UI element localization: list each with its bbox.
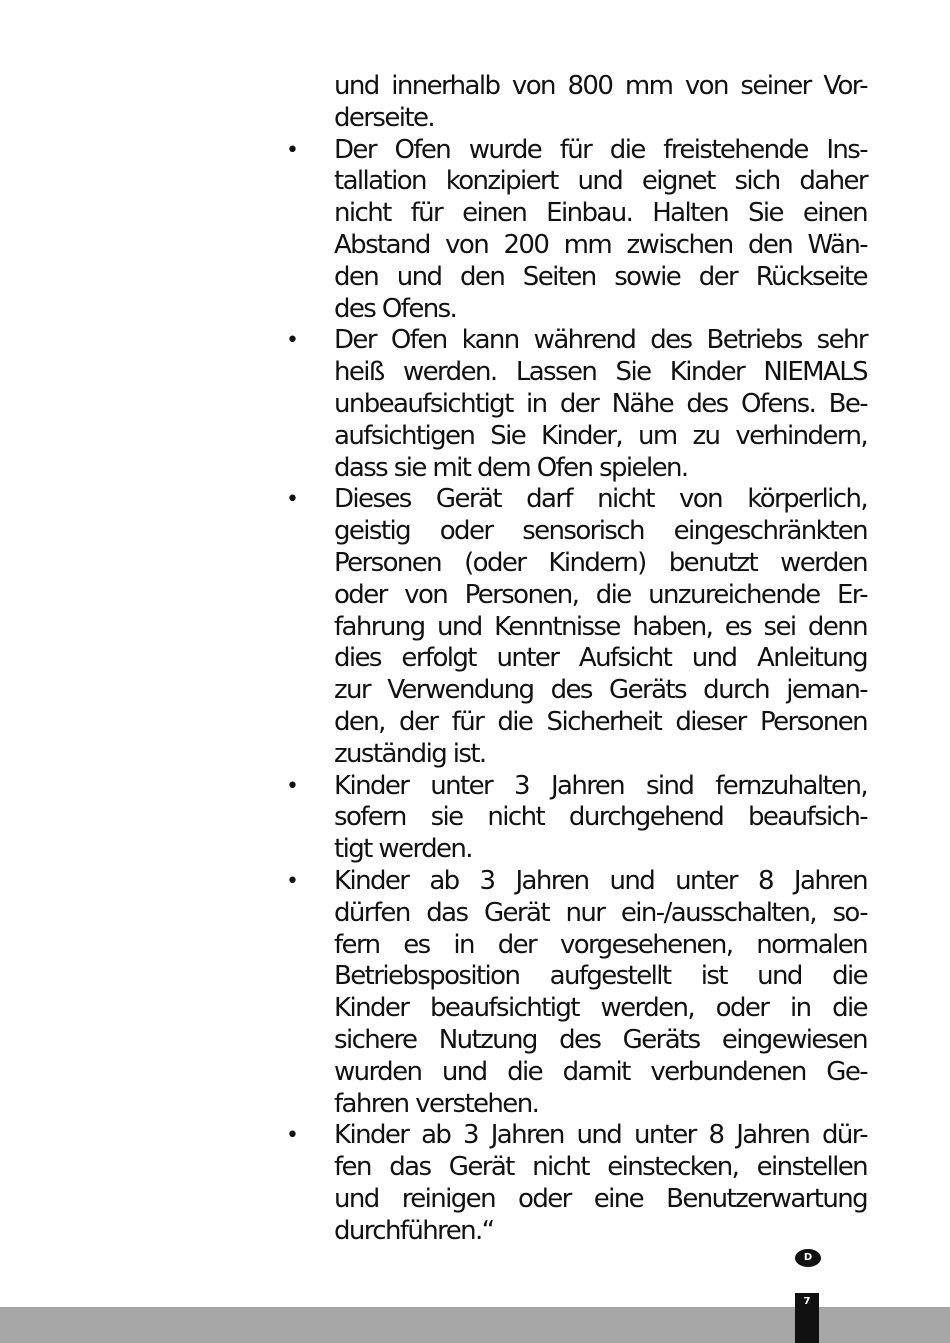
text-line xyxy=(282,675,867,707)
line-text: und innerhalb von 800 mm von seiner Vor- xyxy=(334,71,867,101)
line-text: Der Ofen kann während des Betriebs sehr xyxy=(334,325,867,356)
line-text: wurden und die damit verbundenen Ge- xyxy=(334,1056,867,1087)
text-line xyxy=(282,1025,867,1057)
text-line xyxy=(282,930,867,962)
text-line xyxy=(282,1120,867,1152)
text-line xyxy=(282,707,867,739)
line-text: zur Verwendung des Geräts durch jeman- xyxy=(334,675,867,706)
indent-spacer xyxy=(282,612,334,644)
line-text: Kinder ab 3 Jahren und unter 8 Jahren xyxy=(334,865,867,896)
bullet-point-icon: • xyxy=(286,137,299,163)
text-line xyxy=(282,1216,867,1248)
indent-spacer xyxy=(282,453,334,485)
line-text: des Ofens. xyxy=(334,293,457,324)
line-text: tallation konzipiert und eignet sich daher xyxy=(334,166,867,197)
line-text: Abstand von 200 mm zwischen den Wän- xyxy=(334,229,867,260)
bullet-point-icon: • xyxy=(286,328,299,354)
text-line xyxy=(282,484,867,516)
text-line xyxy=(282,198,867,230)
line-text: oder von Personen, die unzureichende Er- xyxy=(334,579,867,610)
line-text: Dieses Gerät darf nicht von körperlich, xyxy=(334,484,867,515)
line-text: Betriebsposition aufgestellt ist und die xyxy=(334,961,867,992)
indent-spacer xyxy=(282,961,334,993)
bullet-point-icon: • xyxy=(286,868,299,894)
text-line xyxy=(282,71,867,103)
text-line xyxy=(282,612,867,644)
indent-spacer xyxy=(282,707,334,739)
text-line xyxy=(282,802,867,834)
line-text: fahren verstehen. xyxy=(334,1088,539,1119)
bullet-point-icon: • xyxy=(286,773,299,799)
line-text: fen das Gerät nicht einstecken, einstellen xyxy=(334,1152,867,1183)
indent-spacer xyxy=(282,389,334,421)
text-line xyxy=(282,294,867,326)
page-number: 7 xyxy=(795,1293,819,1343)
line-text: Personen (oder Kindern) benutzt werden xyxy=(334,547,867,578)
indent-spacer xyxy=(282,834,334,866)
text-line xyxy=(282,421,867,453)
line-text: aufsichtigen Sie Kinder, um zu verhindern, xyxy=(334,420,867,451)
bullet-point-icon: • xyxy=(286,487,299,513)
indent-spacer xyxy=(282,421,334,453)
text-line xyxy=(282,898,867,930)
indent-spacer xyxy=(282,802,334,834)
text-line xyxy=(282,548,867,580)
text-line xyxy=(282,643,867,675)
text-line xyxy=(282,1152,867,1184)
text-line xyxy=(282,389,867,421)
indent-spacer xyxy=(282,675,334,707)
text-line xyxy=(282,325,867,357)
indent-spacer xyxy=(282,1184,334,1216)
indent-spacer xyxy=(282,643,334,675)
line-text: dass sie mit dem Ofen spielen. xyxy=(334,452,688,483)
line-text: dürfen das Gerät nur ein-/ausschalten, so- xyxy=(334,897,867,928)
text-line xyxy=(282,771,867,803)
indent-spacer xyxy=(282,230,334,262)
line-text: derseite. xyxy=(334,102,435,133)
indent-spacer xyxy=(282,1057,334,1089)
line-text: nicht für einen Einbau. Halten Sie einen xyxy=(334,198,867,229)
line-text: dies erfolgt unter Aufsicht und Anleitung xyxy=(334,643,867,674)
text-line xyxy=(282,1057,867,1089)
indent-spacer xyxy=(282,103,334,135)
line-text: heiß werden. Lassen Sie Kinder NIEMALS xyxy=(334,357,867,388)
indent-spacer xyxy=(282,71,334,103)
text-line xyxy=(282,103,867,135)
bullet-point-icon: • xyxy=(286,1123,299,1149)
indent-spacer xyxy=(282,930,334,962)
indent-spacer xyxy=(282,262,334,294)
indent-spacer xyxy=(282,580,334,612)
line-text: sofern sie nicht durchgehend beaufsich- xyxy=(334,802,867,833)
text-line xyxy=(282,516,867,548)
line-text: durchführen.“ xyxy=(334,1215,494,1246)
line-text: geistig oder sensorisch eingeschränkten xyxy=(334,516,867,547)
text-line xyxy=(282,580,867,612)
indent-spacer xyxy=(282,739,334,771)
indent-spacer xyxy=(282,1025,334,1057)
safety-instructions-text xyxy=(282,71,867,1247)
line-text: unbeaufsichtigt in der Nähe des Ofens. Be- xyxy=(334,388,867,419)
line-text: sichere Nutzung des Geräts eingewiesen xyxy=(334,1024,867,1055)
text-line xyxy=(282,357,867,389)
line-text: zuständig ist. xyxy=(334,738,486,769)
indent-spacer xyxy=(282,548,334,580)
indent-spacer xyxy=(282,516,334,548)
text-line xyxy=(282,834,867,866)
line-text: fahrung und Kenntnisse haben, es sei denn xyxy=(334,611,867,642)
line-text: Kinder ab 3 Jahren und unter 8 Jahren dür- xyxy=(334,1120,867,1151)
indent-spacer xyxy=(282,1152,334,1184)
indent-spacer xyxy=(282,993,334,1025)
text-line xyxy=(282,1089,867,1121)
indent-spacer xyxy=(282,166,334,198)
text-line xyxy=(282,262,867,294)
text-line xyxy=(282,453,867,485)
line-text: fern es in der vorgesehenen, normalen xyxy=(334,929,867,960)
line-text: und reinigen oder eine Benutzerwartung xyxy=(334,1183,867,1214)
indent-spacer xyxy=(282,357,334,389)
text-line xyxy=(282,993,867,1025)
text-line xyxy=(282,1184,867,1216)
line-text: tigt werden. xyxy=(334,834,472,865)
indent-spacer xyxy=(282,198,334,230)
text-line xyxy=(282,739,867,771)
indent-spacer xyxy=(282,898,334,930)
text-line xyxy=(282,961,867,993)
line-text: Kinder beaufsichtigt werden, oder in die xyxy=(334,993,867,1024)
language-badge: D xyxy=(795,1249,821,1267)
text-line xyxy=(282,866,867,898)
line-text: Der Ofen wurde für die freistehende Ins- xyxy=(334,134,867,165)
text-line xyxy=(282,166,867,198)
indent-spacer xyxy=(282,1216,334,1248)
line-text: den und den Seiten sowie der Rückseite xyxy=(334,261,867,292)
indent-spacer xyxy=(282,1089,334,1121)
text-line xyxy=(282,230,867,262)
line-text: Kinder unter 3 Jahren sind fernzuhalten, xyxy=(334,770,867,801)
line-text: den, der für die Sicherheit dieser Personen xyxy=(334,706,867,737)
text-line xyxy=(282,135,867,167)
indent-spacer xyxy=(282,294,334,326)
